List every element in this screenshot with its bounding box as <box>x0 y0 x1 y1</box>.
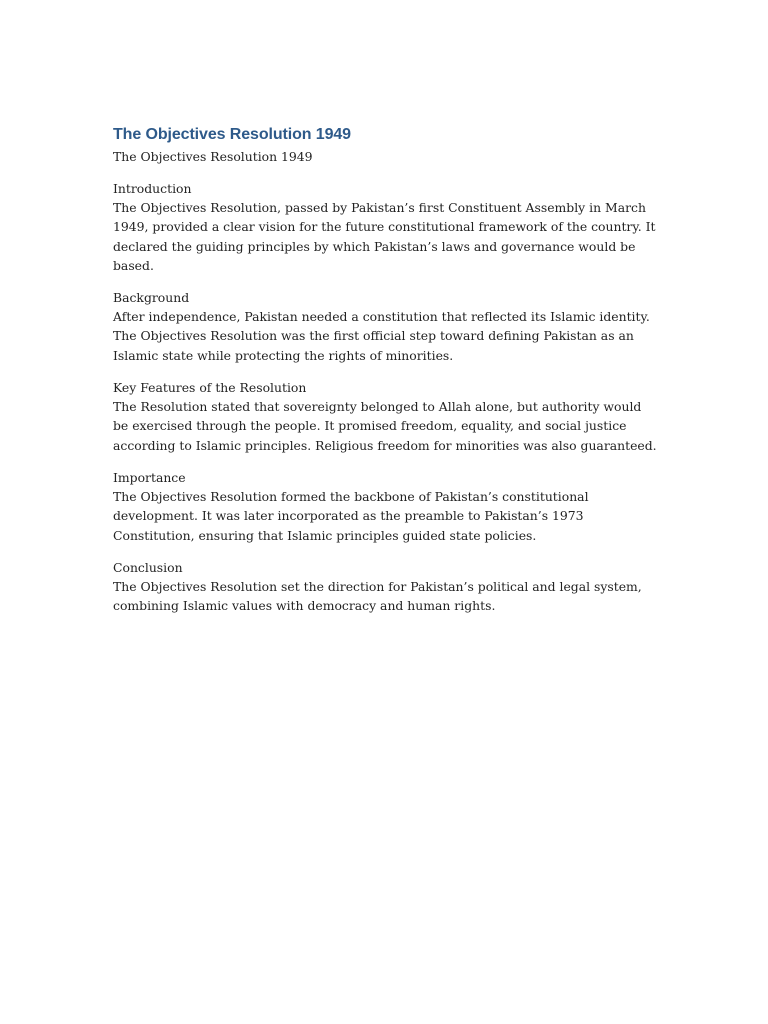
section-body: The Objectives Resolution, passed by Pakistan’s first Constituent Assembly in March 1949, provided a clear vision for the future constitutional framework of the country. It declared the guiding principles by which Pakistan’s laws and governance would be based. <box>113 200 656 273</box>
section-heading: Importance <box>113 469 186 485</box>
document-content <box>113 124 658 615</box>
section-heading: Background <box>113 290 190 306</box>
section-body: After independence, Pakistan needed a constitution that reflected its Islamic identity. The Objectives Resolution was the first official step toward defining Pakistan as an Islamic state while protecting the rights of minorities. <box>113 309 650 363</box>
section-background <box>113 288 658 365</box>
section-importance <box>113 468 658 545</box>
section-heading: Key Features of the Resolution <box>113 380 307 396</box>
document-subtitle: The Objectives Resolution 1949 <box>113 149 313 164</box>
section-body: The Resolution stated that sovereignty belonged to Allah alone, but authority would be exercised through the people. It promised freedom, equality, and social justice according to Islamic principles. Religious freedom for minorities was also guaranteed. <box>113 399 657 453</box>
section-heading: Conclusion <box>113 559 183 575</box>
section-conclusion <box>113 558 658 616</box>
document-title: The Objectives Resolution 1949 <box>113 126 351 143</box>
section-body: The Objectives Resolution set the direction for Pakistan’s political and legal system, combining Islamic values with democracy and human rights. <box>113 578 642 614</box>
section-key-features <box>113 378 658 455</box>
section-introduction <box>113 179 658 275</box>
section-body: The Objectives Resolution formed the backbone of Pakistan’s constitutional development. It was later incorporated as the preamble to Pakistan’s 1973 Constitution, ensuring that Islamic principles guided state policies. <box>113 488 589 543</box>
section-heading: Introduction <box>113 181 192 196</box>
